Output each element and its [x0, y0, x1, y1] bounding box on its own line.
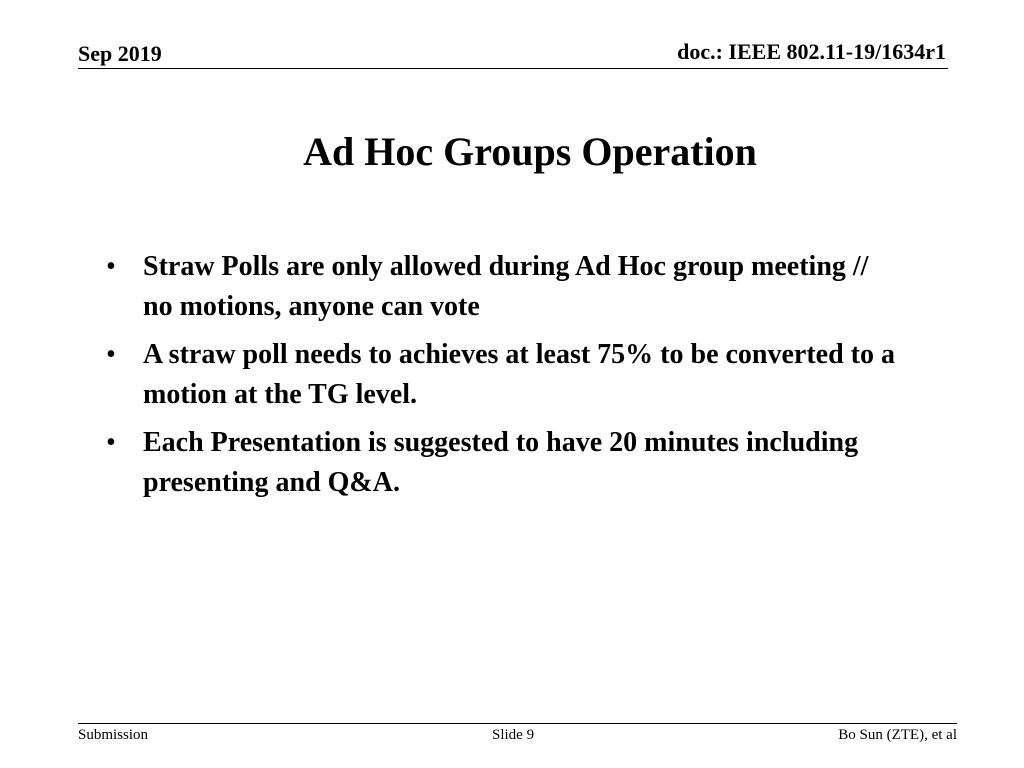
- bullet-item: [104, 335, 904, 415]
- footer-divider: [78, 723, 957, 724]
- slide-number: Slide 9: [492, 727, 535, 743]
- bullet-item: [104, 247, 904, 327]
- header-date: Sep 2019: [78, 41, 162, 66]
- footer-author: Bo Sun (ZTE), et al: [838, 727, 957, 743]
- bullet-dot-icon: •: [106, 251, 116, 282]
- bullet-text: Straw Polls are only allowed during Ad Hoc group meeting // no motions, anyone can vote: [143, 251, 869, 322]
- bullet-dot-icon: •: [106, 339, 116, 370]
- bullet-text: Each Presentation is suggested to have 20 minutes including presenting and Q&A.: [143, 427, 859, 498]
- header-divider: [78, 68, 948, 69]
- bullet-dot-icon: •: [106, 427, 116, 458]
- bullet-list: [104, 247, 904, 511]
- footer-submission: Submission: [78, 727, 149, 743]
- document-id: doc.: IEEE 802.11-19/1634r1: [677, 39, 946, 64]
- bullet-text: A straw poll needs to achieves at least 75% to be converted to a motion at the TG level.: [143, 339, 896, 410]
- bullet-item: [104, 423, 904, 503]
- slide-title: Ad Hoc Groups Operation: [303, 129, 757, 174]
